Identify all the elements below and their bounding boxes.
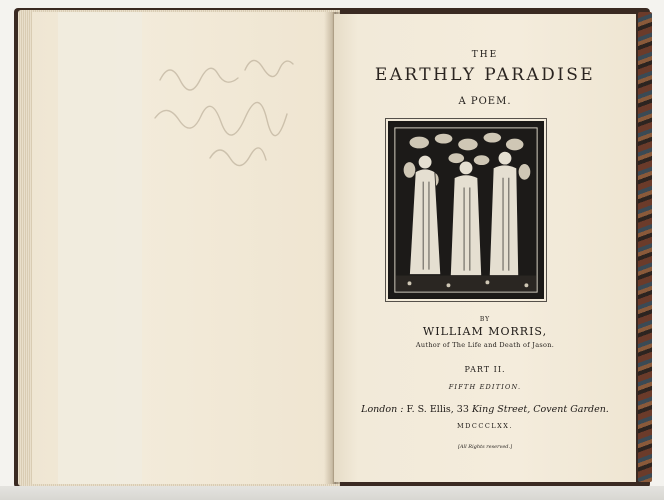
author-credit: Author of The Life and Death of Jason. — [415, 341, 555, 349]
book-subtitle: A POEM. — [458, 96, 512, 107]
imprint — [334, 404, 636, 415]
part-number: PART II. — [464, 365, 506, 374]
marbled-edge — [638, 12, 652, 482]
title-page — [334, 14, 636, 482]
title-article: THE — [471, 50, 499, 60]
publication-year: MDCCCLXX. — [457, 422, 513, 430]
woodcut-illustration — [388, 121, 544, 299]
author-name: WILLIAM MORRIS, — [422, 325, 548, 338]
book-title: EARTHLY PARADISE — [374, 65, 596, 85]
faded-handwritten-inscription — [150, 40, 320, 180]
edition: FIFTH EDITION. — [448, 383, 522, 391]
imprint-city: London : — [361, 404, 404, 415]
rights-notice: [All Rights reserved.] — [457, 444, 513, 450]
imprint-street: King Street, Covent Garden. — [471, 404, 609, 415]
by-line: BY — [479, 316, 491, 323]
imprint-publisher: F. S. Ellis, 33 — [406, 404, 469, 415]
table-surface — [0, 486, 664, 500]
tipped-in-leaf — [58, 12, 142, 484]
